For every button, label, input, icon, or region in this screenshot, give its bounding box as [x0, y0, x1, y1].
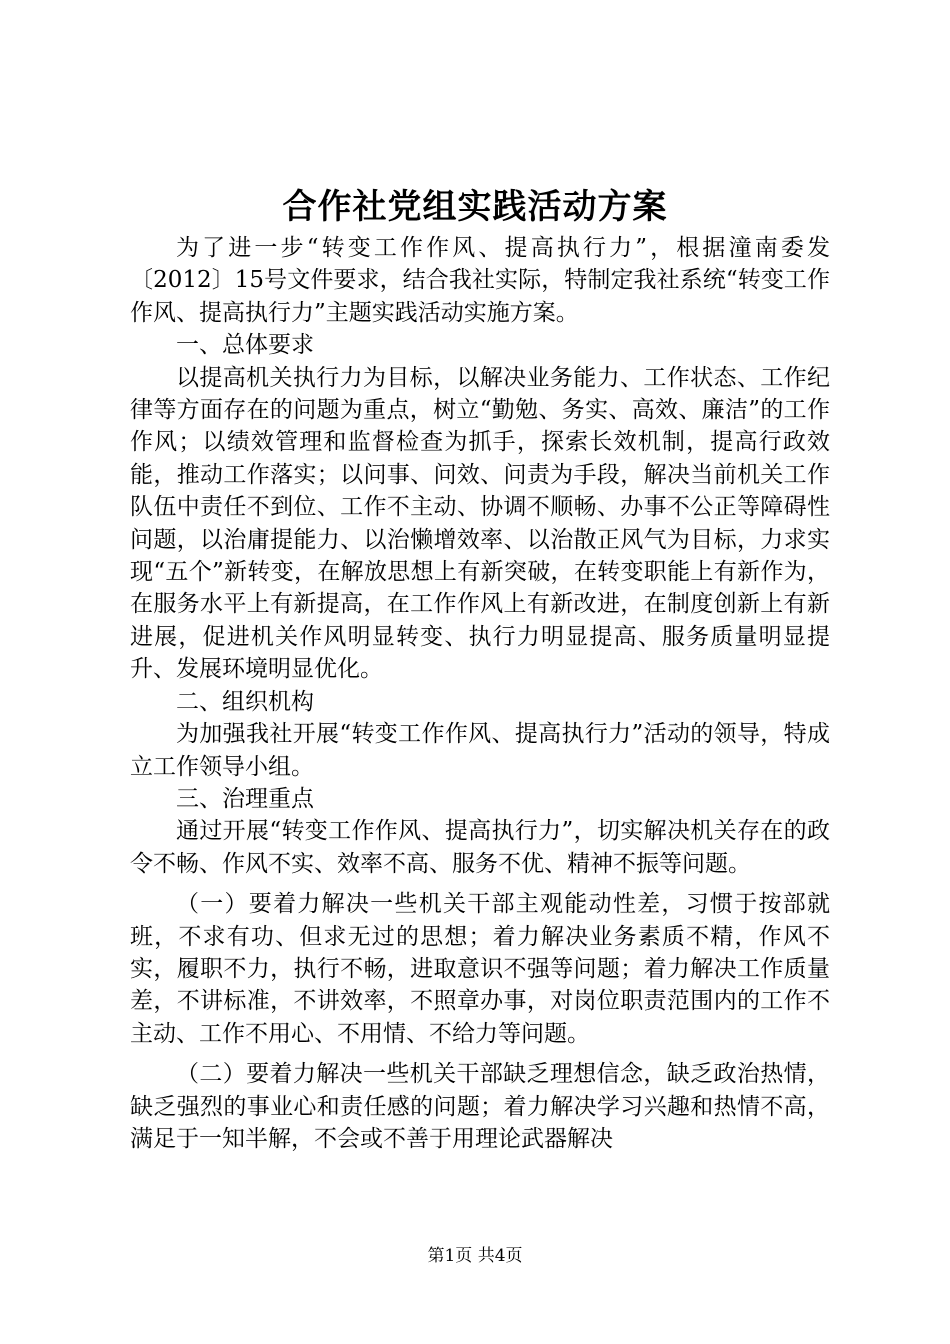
list-item-2: （二）要着力解决一些机关干部缺乏理想信念，缺乏政治热情，缺乏强烈的事业心和责任感的问题；着力解决学习兴趣和热情不高，满足于一知半解，不会或不善于用理论武器解决 — [130, 1061, 830, 1152]
document-body — [130, 232, 830, 1155]
list-item-1: （一）要着力解决一些机关干部主观能动性差，习惯于按部就班，不求有功、但求无过的思想；着力解决业务素质不精，作风不实，履职不力，执行不畅，进取意识不强等问题；着力解决工作质量差，不讲标准，不讲效率，不照章办事，对岗位职责范围内的工作不主动、工作不用心、不用情、不给力等问题。 — [130, 891, 830, 1047]
section-body-organization: 为加强我社开展“转变工作作风、提高执行力”活动的领导，特成立工作领导小组。 — [130, 721, 830, 780]
section-heading-organization: 二、组织机构 — [176, 688, 314, 715]
document-title: 合作社党组实践活动方案 — [282, 187, 668, 227]
section-body-focus: 通过开展“转变工作作风、提高执行力”，切实解决机关存在的政令不畅、作风不实、效率不高、服务不优、精神不振等问题。 — [130, 818, 830, 877]
section-body-overall: 以提高机关执行力为目标，以解决业务能力、工作状态、工作纪律等方面存在的问题为重点，树立“勤勉、务实、高效、廉洁”的工作作风；以绩效管理和监督检查为抓手，探索长效机制，提高行政效能，推动工作落实；以问事、问效、问责为手段，解决当前机关工作队伍中责任不到位、工作不主动、协调不顺畅、办事不公正等障碍性问题，以治庸提能力、以治懒增效率、以治散正风气为目标，力求实现“五个”新转变，在解放思想上有新突破，在转变职能上有新作为，在服务水平上有新提高，在工作作风上有新改进，在制度创新上有新进展，促进机关作风明显转变、执行力明显提高、服务质量明显提升、发展环境明显优化。 — [130, 364, 830, 683]
section-heading-overall: 一、总体要求 — [176, 332, 314, 359]
section-heading-focus: 三、治理重点 — [176, 785, 314, 812]
page-footer: 第1页 共4页 — [427, 1246, 523, 1266]
intro-paragraph: 为了进一步“转变工作作风、提高执行力”，根据潼南委发〔2012〕15号文件要求，结合我社实际，特制定我社系统“转变工作作风、提高执行力”主题实践活动实施方案。 — [130, 235, 830, 326]
